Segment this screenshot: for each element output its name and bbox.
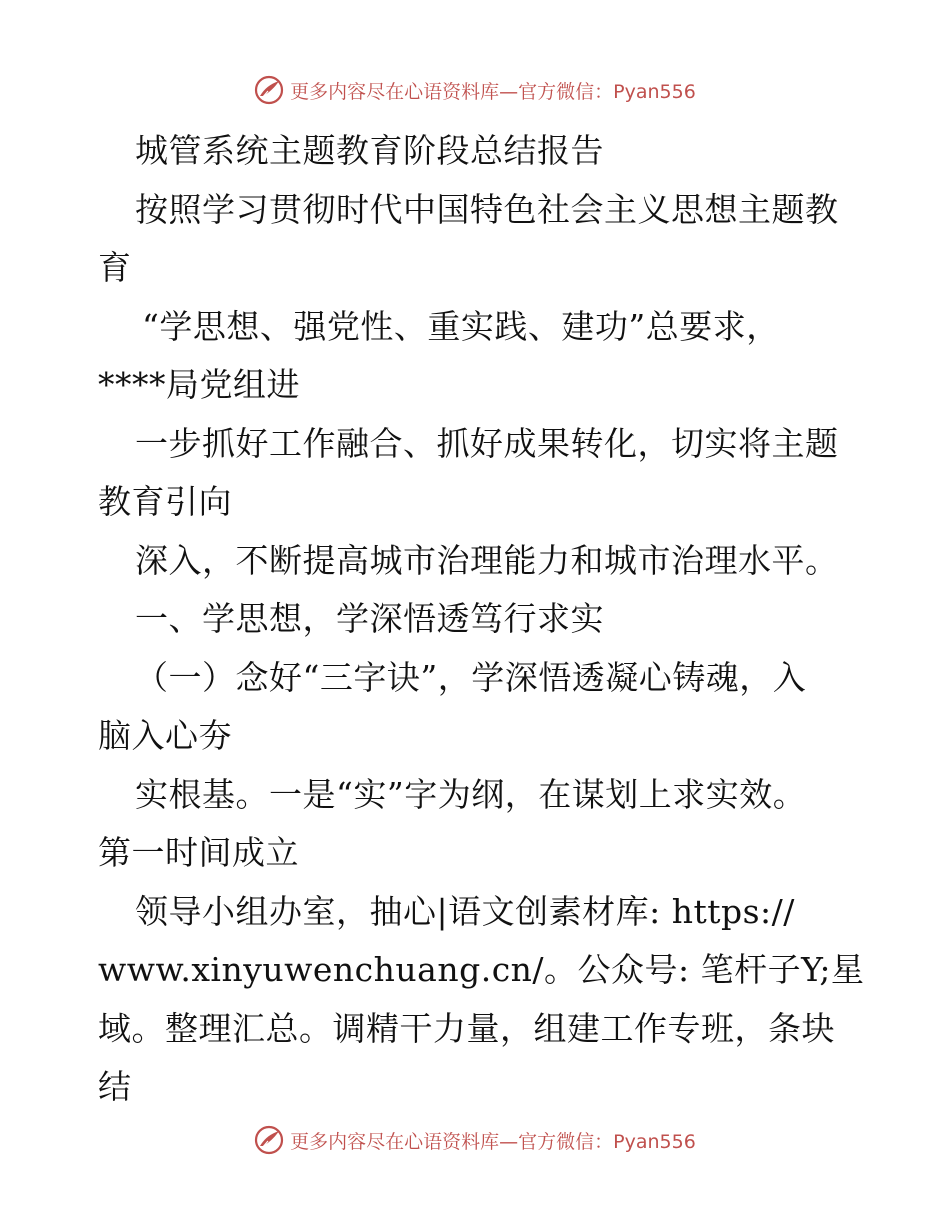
paragraph-line: 实根基。一是“实”字为纲，在谋划上求实效。 <box>135 774 807 814</box>
header-banner-content <box>254 75 696 105</box>
header-banner-text: 更多内容尽在心语资料库—官方微信：Pyan556 <box>290 80 696 103</box>
section-heading: 一、学思想，学深悟透笃行求实 <box>135 599 604 638</box>
paragraph-line: 深入，不断提高城市治理能力和城市治理水平。 <box>135 540 839 580</box>
document-body <box>98 122 865 1117</box>
paragraph-line: 教育引向 <box>98 482 232 521</box>
paragraph-line: 领导小组办室，抽心|语文创素材库: https:// <box>135 891 795 931</box>
footer-banner-text: 更多内容尽在心语资料库—官方微信：Pyan556 <box>290 1130 696 1153</box>
quill-pen-logo-icon <box>254 75 284 105</box>
paragraph-line: 结 <box>98 1067 132 1106</box>
paragraph-line: 育 <box>98 248 132 287</box>
paragraph-line: www.xinyuwenchuang.cn/。公众号: 笔杆子Y;星 <box>98 950 865 989</box>
subsection-heading: （一）念好“三字诀”，学深悟透凝心铸魂，入 <box>135 657 807 697</box>
footer-banner <box>0 1120 950 1160</box>
paragraph-line: 按照学习贯彻时代中国特色社会主义思想主题教 <box>135 189 839 229</box>
paragraph-line: ****局党组进 <box>98 365 300 404</box>
header-banner <box>0 70 950 110</box>
paragraph-line: 一步抓好工作融合、抓好成果转化，切实将主题 <box>135 423 839 463</box>
paragraph-line: “学思想、强党性、重实践、建功”总要求， <box>142 306 780 346</box>
paragraph-line: 脑入心夯 <box>98 716 232 755</box>
paragraph-line: 第一时间成立 <box>98 833 299 872</box>
footer-banner-content <box>254 1125 696 1155</box>
quill-pen-logo-icon <box>254 1125 284 1155</box>
paragraph-line: 域。整理汇总。调精干力量，组建工作专班，条块 <box>98 1008 835 1048</box>
document-title: 城管系统主题教育阶段总结报告 <box>135 131 604 170</box>
